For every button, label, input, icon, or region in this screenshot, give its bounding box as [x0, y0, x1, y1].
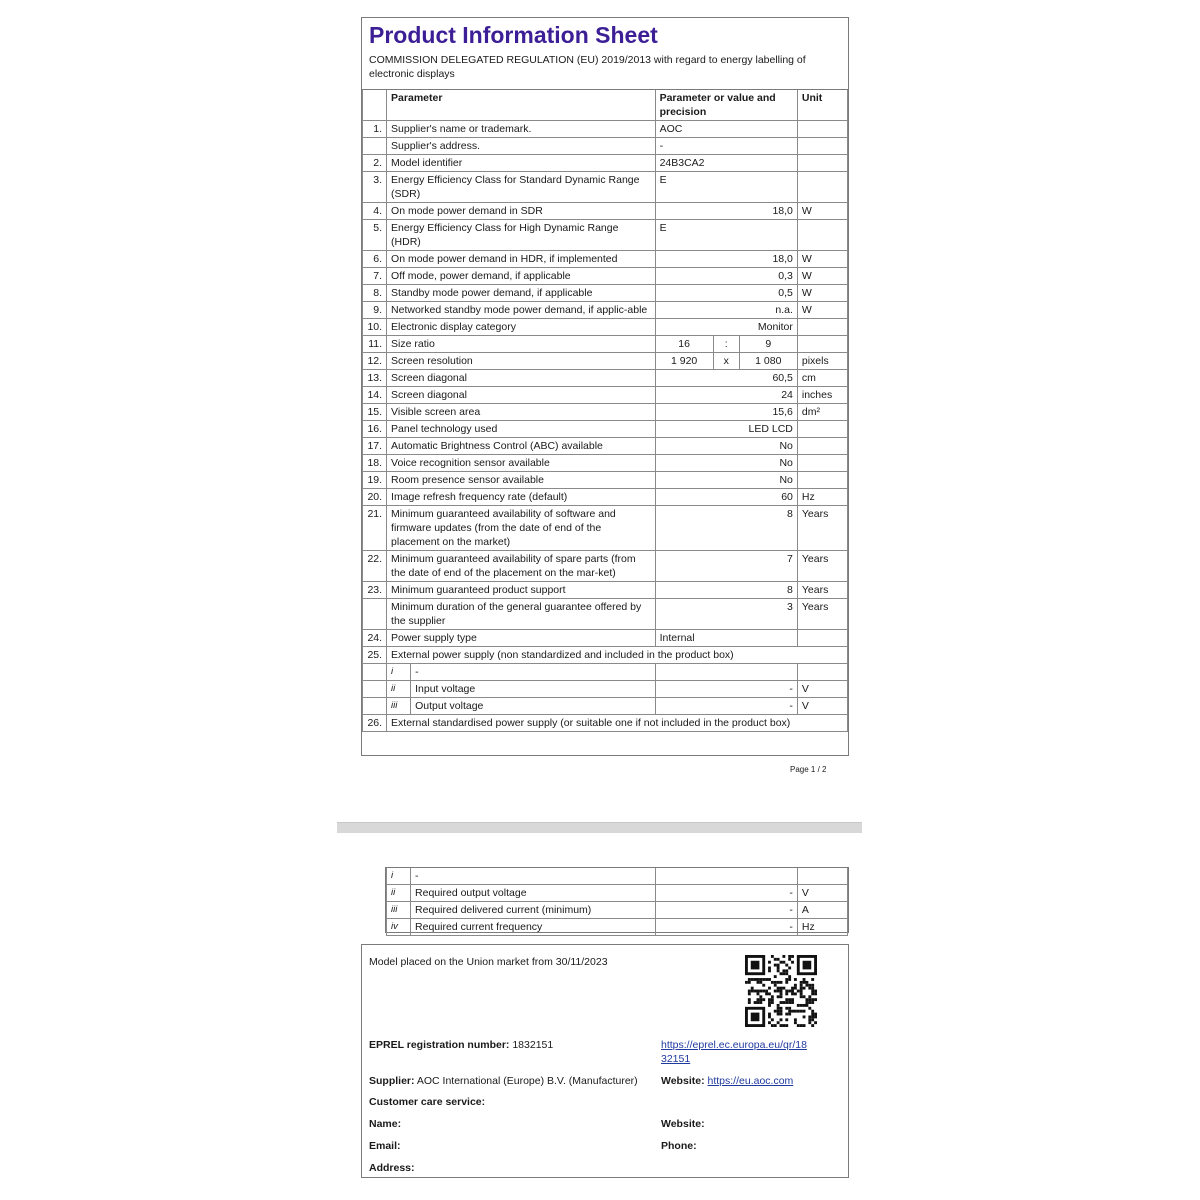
row-value: 18,0: [655, 203, 797, 220]
row-number: 26.: [363, 715, 387, 732]
row-number: 2.: [363, 155, 387, 172]
row-number: [363, 681, 387, 698]
row-unit: W: [797, 302, 847, 319]
row-unit: [797, 220, 847, 251]
row-value: -: [655, 138, 797, 155]
row-parameter: Power supply type: [387, 630, 656, 647]
row-parameter: Minimum guaranteed availability of software and firmware updates (from the date of end of the placement on the market): [387, 506, 656, 551]
eprel-label: EPREL registration number:: [369, 1039, 510, 1051]
row-number: 11.: [363, 336, 387, 353]
row-unit: [797, 138, 847, 155]
row-value: E: [655, 220, 797, 251]
table-row: [363, 302, 848, 319]
row-unit: A: [797, 902, 847, 919]
row-value: E: [655, 172, 797, 203]
row-value: 3: [655, 599, 797, 630]
table-row: [363, 172, 848, 203]
row-unit: Years: [797, 582, 847, 599]
row-unit: Hz: [797, 489, 847, 506]
row-value: No: [655, 455, 797, 472]
table-row: [363, 220, 848, 251]
row-number: 23.: [363, 582, 387, 599]
phone-label: Phone:: [661, 1140, 697, 1152]
supplier-label: Supplier:: [369, 1075, 415, 1087]
row-unit: W: [797, 203, 847, 220]
row-unit: [797, 121, 847, 138]
table-row: [363, 203, 848, 220]
row-value: -: [655, 698, 797, 715]
row-number: 3.: [363, 172, 387, 203]
document-title: Product Information Sheet: [369, 22, 658, 48]
row-number: 10.: [363, 319, 387, 336]
row-sub-index: ii: [387, 681, 411, 698]
row-parameter: Minimum duration of the general guarantee offered by the supplier: [387, 599, 656, 630]
table-row: [363, 404, 848, 421]
row-number: 17.: [363, 438, 387, 455]
table-row: [363, 551, 848, 582]
row-parameter: On mode power demand in HDR, if implemented: [387, 251, 656, 268]
row-value: 60: [655, 489, 797, 506]
page-2-parameters-table: [386, 868, 848, 936]
eprel-link[interactable]: [661, 1038, 807, 1066]
row-sub-index: iv: [387, 919, 411, 936]
table-row: [363, 647, 848, 664]
row-parameter: External power supply (non standardized and included in the product box): [387, 647, 848, 664]
table-row: [363, 387, 848, 404]
model-info-box: [361, 944, 849, 1178]
table-row: [363, 599, 848, 630]
customer-care-label: Customer care service:: [369, 1096, 486, 1108]
row-sub-index: iii: [387, 698, 411, 715]
row-number: 5.: [363, 220, 387, 251]
row-unit: [797, 172, 847, 203]
row-parameter: On mode power demand in SDR: [387, 203, 656, 220]
row-unit: [797, 336, 847, 353]
row-unit: V: [797, 698, 847, 715]
row-value: 24: [655, 387, 797, 404]
row-sub-index: i: [387, 664, 411, 681]
row-value: -: [655, 681, 797, 698]
row-unit: Years: [797, 599, 847, 630]
table-row: [387, 902, 848, 919]
table-row: [363, 582, 848, 599]
row-parameter: Input voltage: [411, 681, 655, 698]
row-number: 20.: [363, 489, 387, 506]
row-value-1: 1 920: [655, 353, 713, 370]
row-number: 16.: [363, 421, 387, 438]
row-value: 8: [655, 506, 797, 551]
table-header-row: [363, 90, 848, 121]
row-number: 18.: [363, 455, 387, 472]
title-block: [362, 18, 848, 90]
website-link[interactable]: https://eu.aoc.com: [707, 1075, 794, 1087]
table-row: [363, 664, 848, 681]
row-sub-index: iii: [387, 902, 411, 919]
eprel-number: 1832151: [512, 1039, 554, 1051]
product-information-sheet-page-1: [361, 17, 849, 756]
row-value: No: [655, 472, 797, 489]
row-unit: pixels: [797, 353, 847, 370]
row-number: 9.: [363, 302, 387, 319]
row-unit: dm²: [797, 404, 847, 421]
eprel-link-line-2[interactable]: 32151: [661, 1053, 691, 1065]
row-number: 12.: [363, 353, 387, 370]
row-sub-index: ii: [387, 885, 411, 902]
table-row: [363, 455, 848, 472]
row-parameter: Required current frequency: [411, 919, 656, 936]
row-unit: [797, 664, 847, 681]
row-parameter: Supplier's address.: [387, 138, 656, 155]
row-value-2: 9: [739, 336, 797, 353]
row-parameter: Voice recognition sensor available: [387, 455, 656, 472]
row-value-1: 16: [655, 336, 713, 353]
table-row: [363, 336, 848, 353]
row-unit: [797, 472, 847, 489]
row-unit: [797, 868, 847, 885]
row-number: 8.: [363, 285, 387, 302]
row-number: 13.: [363, 370, 387, 387]
row-value: -: [655, 902, 797, 919]
row-value: 7: [655, 551, 797, 582]
table-row: [363, 268, 848, 285]
row-unit: [797, 455, 847, 472]
row-value: Internal: [655, 630, 797, 647]
page-separator: [337, 822, 862, 833]
row-parameter: -: [411, 664, 655, 681]
table-row: [387, 885, 848, 902]
row-value-2: 1 080: [739, 353, 797, 370]
table-row: [363, 438, 848, 455]
row-parameter: Output voltage: [411, 698, 655, 715]
product-information-sheet-page-2-table: [385, 867, 849, 933]
row-number: 24.: [363, 630, 387, 647]
row-value-separator: x: [713, 353, 739, 370]
row-unit: inches: [797, 387, 847, 404]
row-unit: W: [797, 285, 847, 302]
row-value-separator: :: [713, 336, 739, 353]
table-row: [363, 489, 848, 506]
table-row: [363, 715, 848, 732]
row-parameter: Off mode, power demand, if applicable: [387, 268, 656, 285]
row-number: [363, 664, 387, 681]
row-number: 1.: [363, 121, 387, 138]
table-row: [363, 155, 848, 172]
table-row: [363, 681, 848, 698]
table-row: [363, 472, 848, 489]
row-unit: cm: [797, 370, 847, 387]
row-parameter: -: [411, 868, 656, 885]
row-unit: Years: [797, 506, 847, 551]
row-parameter: Standby mode power demand, if applicable: [387, 285, 656, 302]
table-row: [363, 319, 848, 336]
table-row: [363, 698, 848, 715]
row-parameter: Model identifier: [387, 155, 656, 172]
supplier-value: AOC International (Europe) B.V. (Manufacturer): [416, 1075, 638, 1087]
row-parameter: Electronic display category: [387, 319, 656, 336]
row-parameter: Minimum guaranteed availability of spare parts (from the date of end of the placement on the mar-ket): [387, 551, 656, 582]
row-parameter: Required output voltage: [411, 885, 656, 902]
header-parameter: Parameter: [387, 90, 656, 121]
row-parameter: Screen diagonal: [387, 387, 656, 404]
row-number: 19.: [363, 472, 387, 489]
parameters-table: [362, 90, 848, 732]
row-parameter: Supplier's name or trademark.: [387, 121, 656, 138]
table-row: [363, 421, 848, 438]
qr-code-icon: [745, 955, 817, 1027]
table-row: [387, 919, 848, 936]
table-row: [363, 353, 848, 370]
header-number-cell: [363, 90, 387, 121]
row-parameter: Automatic Brightness Control (ABC) available: [387, 438, 656, 455]
table-row: [363, 506, 848, 551]
row-unit: [797, 421, 847, 438]
header-unit: Unit: [797, 90, 847, 121]
row-value: n.a.: [655, 302, 797, 319]
website-line: [661, 1074, 793, 1088]
row-value: No: [655, 438, 797, 455]
row-value: -: [655, 919, 797, 936]
row-parameter: External standardised power supply (or suitable one if not included in the product box): [387, 715, 848, 732]
row-number: [363, 138, 387, 155]
row-unit: [797, 155, 847, 172]
row-parameter: Screen resolution: [387, 353, 656, 370]
row-value: 60,5: [655, 370, 797, 387]
row-number: 14.: [363, 387, 387, 404]
row-parameter: Required delivered current (minimum): [411, 902, 656, 919]
table-row: [387, 868, 848, 885]
row-value: 8: [655, 582, 797, 599]
supplier-line: [369, 1074, 638, 1088]
row-number: 21.: [363, 506, 387, 551]
row-parameter: Image refresh frequency rate (default): [387, 489, 656, 506]
table-row: [363, 630, 848, 647]
row-value: LED LCD: [655, 421, 797, 438]
row-value: [655, 868, 797, 885]
row-value: 24B3CA2: [655, 155, 797, 172]
row-number: 25.: [363, 647, 387, 664]
row-unit: Hz: [797, 919, 847, 936]
row-sub-index: i: [387, 868, 411, 885]
row-value: -: [655, 885, 797, 902]
row-parameter: Energy Efficiency Class for Standard Dynamic Range (SDR): [387, 172, 656, 203]
document-subtitle: COMMISSION DELEGATED REGULATION (EU) 2019/2013 with regard to energy labelling of electronic displays: [369, 54, 806, 80]
eprel-registration: [369, 1038, 553, 1052]
name-label: Name:: [369, 1118, 402, 1130]
website2-label: Website:: [661, 1118, 705, 1130]
eprel-link-line-1[interactable]: https://eprel.ec.europa.eu/qr/18: [661, 1039, 807, 1051]
row-value: 0,5: [655, 285, 797, 302]
row-unit: [797, 319, 847, 336]
row-number: 7.: [363, 268, 387, 285]
table-row: [363, 285, 848, 302]
row-parameter: Room presence sensor available: [387, 472, 656, 489]
row-unit: [797, 438, 847, 455]
row-unit: V: [797, 885, 847, 902]
row-unit: Years: [797, 551, 847, 582]
row-number: 15.: [363, 404, 387, 421]
row-value: [655, 664, 797, 681]
table-row: [363, 251, 848, 268]
table-row: [363, 121, 848, 138]
row-number: 22.: [363, 551, 387, 582]
row-parameter: Networked standby mode power demand, if applic-able: [387, 302, 656, 319]
website-label: Website:: [661, 1075, 705, 1087]
header-value: Parameter or value and precision: [655, 90, 797, 121]
row-value: Monitor: [655, 319, 797, 336]
row-value: AOC: [655, 121, 797, 138]
row-unit: [797, 630, 847, 647]
row-parameter: Minimum guaranteed product support: [387, 582, 656, 599]
row-unit: W: [797, 268, 847, 285]
row-number: 6.: [363, 251, 387, 268]
row-value: 0,3: [655, 268, 797, 285]
row-number: 4.: [363, 203, 387, 220]
row-value: 15,6: [655, 404, 797, 421]
row-parameter: Visible screen area: [387, 404, 656, 421]
table-row: [363, 138, 848, 155]
row-parameter: Screen diagonal: [387, 370, 656, 387]
address-label: Address:: [369, 1162, 415, 1174]
page-number: Page 1 / 2: [790, 765, 827, 774]
market-placement-text: Model placed on the Union market from 30/11/2023: [369, 956, 608, 968]
email-label: Email:: [369, 1140, 401, 1152]
row-unit: W: [797, 251, 847, 268]
row-unit: V: [797, 681, 847, 698]
row-number: [363, 698, 387, 715]
row-parameter: Size ratio: [387, 336, 656, 353]
row-parameter: Panel technology used: [387, 421, 656, 438]
table-row: [363, 370, 848, 387]
row-number: [363, 599, 387, 630]
row-value: 18,0: [655, 251, 797, 268]
row-parameter: Energy Efficiency Class for High Dynamic Range (HDR): [387, 220, 656, 251]
